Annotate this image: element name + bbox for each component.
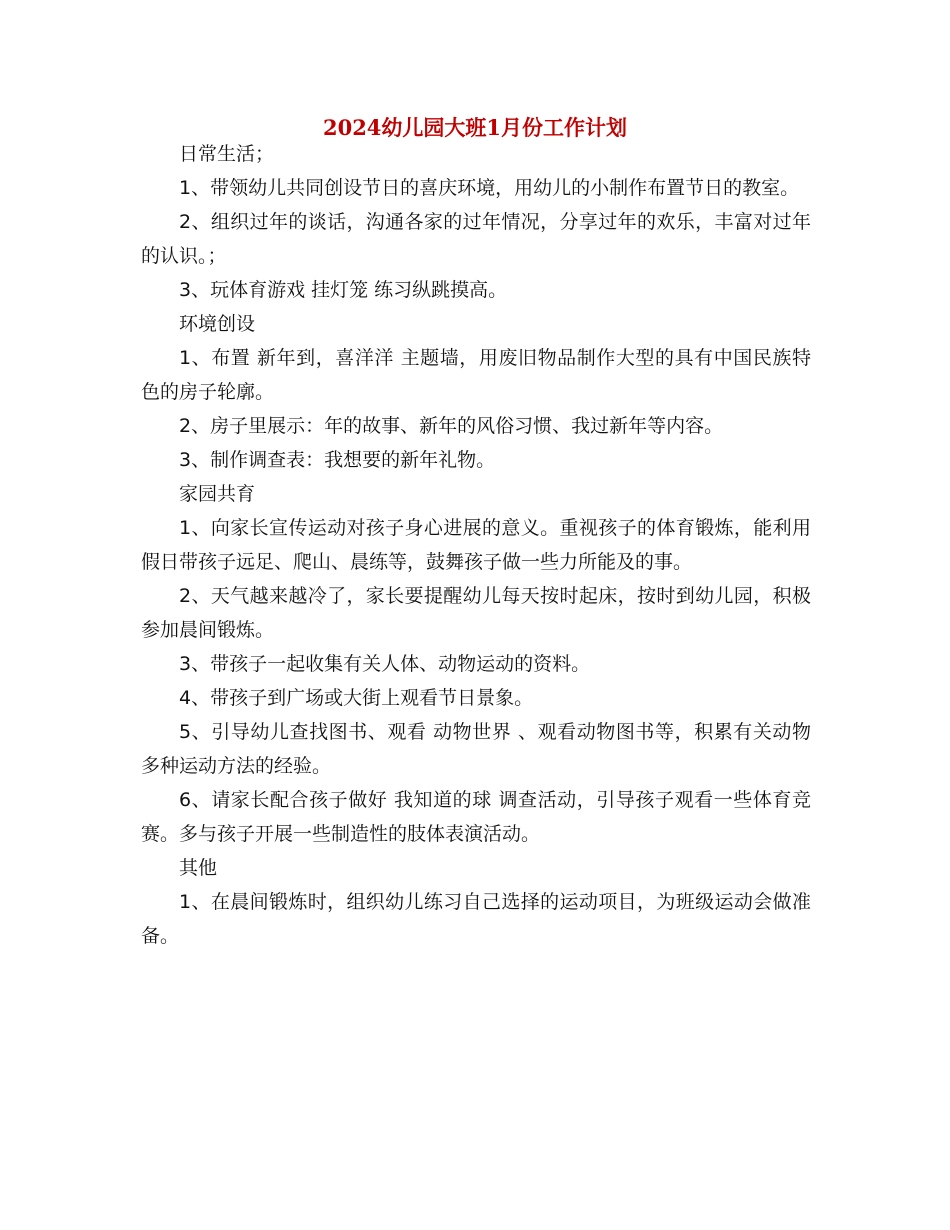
section-heading-home-school: 家园共育 [179,483,256,505]
paragraph: 1、在晨间锻炼时，组织幼儿练习自己选择的运动项目，为班级运动会做准备。 [141,891,811,947]
paragraph: 6、请家长配合孩子做好 我知道的球 调查活动，引导孩子观看一些体育竞赛。多与孩子开展一些制造性的肢体表演活动。 [141,789,811,845]
paragraph: 2、组织过年的谈话，沟通各家的过年情况，分享过年的欢乐，丰富对过年的认识。； [141,211,811,267]
paragraph: 2、房子里展示：年的故事、新年的风俗习惯、我过新年等内容。 [179,415,724,437]
paragraph: 3、玩体育游戏 挂灯笼 练习纵跳摸高。 [179,279,508,301]
section-heading-other: 其他 [179,857,218,879]
section-heading-environment: 环境创设 [179,313,256,335]
paragraph: 3、制作调查表：我想要的新年礼物。 [179,449,496,471]
section-heading-daily-life: 日常生活； [179,143,275,165]
paragraph: 2、天气越来越冷了，家长要提醒幼儿每天按时起床，按时到幼儿园，积极参加晨间锻炼。 [141,585,811,641]
paragraph: 4、带孩子到广场或大街上观看节日景象。 [179,687,534,709]
document-title: 2024幼儿园大班1月份工作计划 [322,115,628,140]
paragraph: 1、布置 新年到，喜洋洋 主题墙，用废旧物品制作大型的具有中国民族特色的房子轮廓。 [141,347,811,403]
paragraph: 1、向家长宣传运动对孩子身心进展的意义。重视孩子的体育锻炼，能利用假日带孩子远足、爬山、晨练等，鼓舞孩子做一些力所能及的事。 [141,517,811,573]
paragraph: 1、带领幼儿共同创设节日的喜庆环境，用幼儿的小制作布置节日的教室。 [179,177,800,199]
paragraph: 5、引导幼儿查找图书、观看 动物世界 、观看动物图书等，积累有关动物多种运动方法的经验。 [141,721,811,777]
paragraph: 3、带孩子一起收集有关人体、动物运动的资料。 [179,653,591,675]
document-body [141,137,811,953]
